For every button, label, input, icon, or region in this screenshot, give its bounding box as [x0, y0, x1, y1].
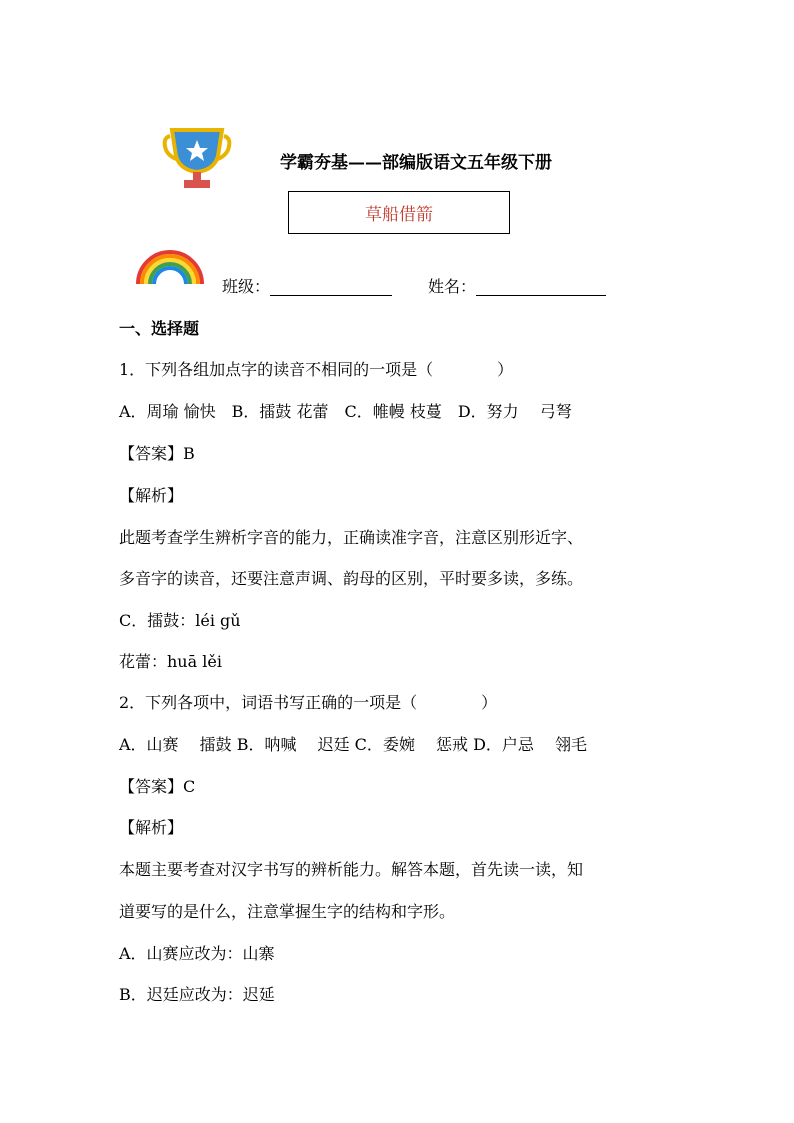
- q2-options: A．山赛 擂鼓 B．呐喊 迟廷 C．委婉 惩戒 D．户忌 翎毛: [119, 735, 587, 754]
- q1-note-1: C．擂鼓：léi gǔ: [119, 611, 241, 630]
- q1-analysis-line-2: 多音字的读音，还要注意声调、韵母的区别，平时要多读，多练。: [119, 569, 584, 588]
- q2-analysis-heading: 【解析】: [119, 818, 184, 837]
- section-heading: 一、选择题: [119, 319, 200, 338]
- q2-analysis-line-1: 本题主要考查对汉字书写的辨析能力。解答本题，首先读一读，知: [119, 860, 584, 879]
- q1-answer: 【答案】B: [119, 444, 195, 463]
- q2-note-1: A．山赛应改为：山寨: [119, 944, 275, 963]
- class-blank[interactable]: [270, 279, 392, 296]
- q1-note-2: 花蕾：huā lěi: [119, 652, 222, 671]
- class-field: [222, 274, 392, 297]
- q1-analysis-line-1: 此题考查学生辨析字音的能力，正确读准字音，注意区别形近字、: [119, 528, 584, 547]
- lesson-title-box: [288, 191, 510, 234]
- name-blank[interactable]: [476, 279, 606, 296]
- trophy-icon: [162, 126, 232, 190]
- name-label: 姓名：: [428, 277, 477, 296]
- q1-stem: 1．下列各组加点字的读音不相同的一项是（ ）: [119, 360, 514, 379]
- q1-options: A．周瑜 愉快 B．擂鼓 花蕾 C．帷幔 枝蔓 D．努力 弓弩: [119, 402, 572, 421]
- q2-analysis-line-2: 道要写的是什么，注意掌握生字的结构和字形。: [119, 902, 456, 921]
- rainbow-icon: [134, 246, 206, 286]
- q2-answer: 【答案】C: [119, 777, 196, 796]
- q1-analysis-heading: 【解析】: [119, 486, 184, 505]
- name-field: [428, 274, 606, 297]
- q2-stem: 2．下列各项中，词语书写正确的一项是（ ）: [119, 693, 498, 712]
- lesson-title: 草船借箭: [365, 205, 433, 225]
- class-label: 班级：: [222, 277, 271, 296]
- q2-note-2: B．迟廷应改为：迟延: [119, 985, 275, 1004]
- document-title: 学霸夯基——部编版语文五年级下册: [280, 153, 552, 173]
